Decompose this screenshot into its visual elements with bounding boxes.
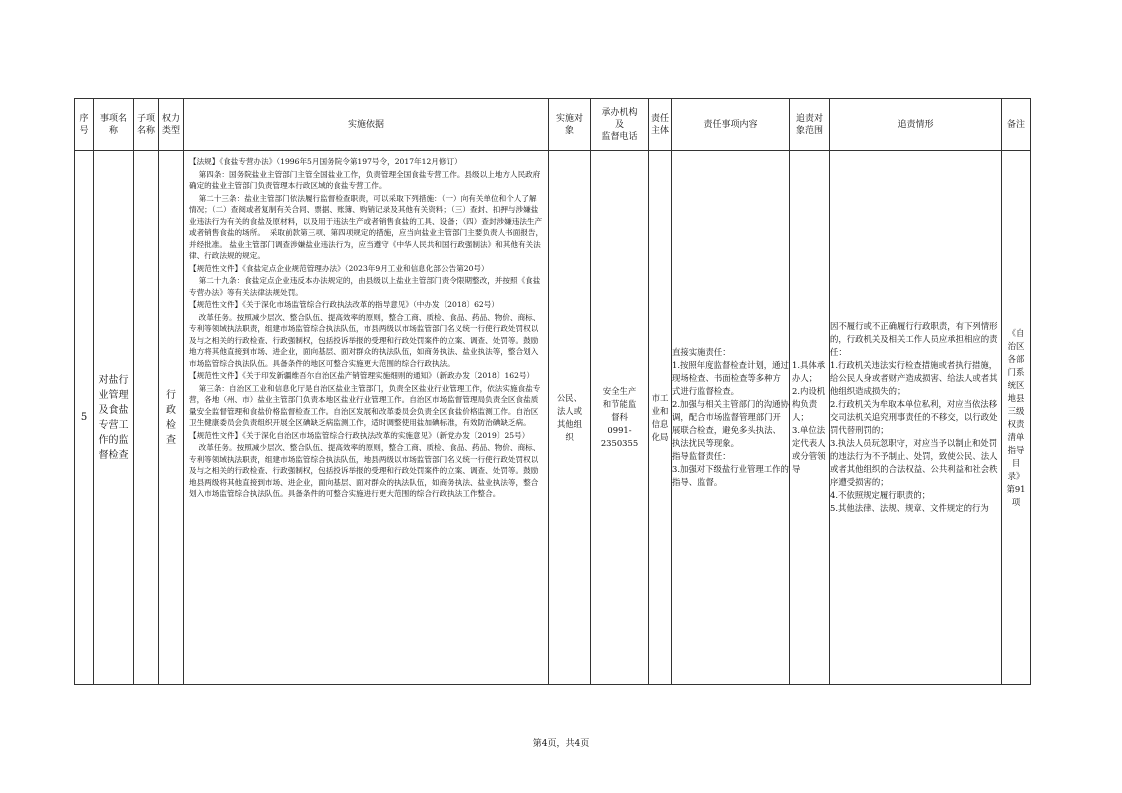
table-header-row	[75, 99, 1031, 151]
row-subject: 市工 业和 信息 化局	[649, 151, 672, 685]
duty-paragraphs	[672, 346, 789, 489]
situation-paragraph: 3.执法人员玩忽职守，对应当予以制止和处罚的违法行为不予制止、处罚，致使公民、法人或者其他组织的合法权益、公共利益和社会秩序遭受损害的；	[830, 438, 998, 487]
duty-paragraph: 指导监督责任：	[672, 451, 731, 461]
header-item-name: 事项名 称	[94, 99, 134, 151]
row-power-type: 行 政 检 查	[159, 151, 184, 685]
duty-paragraph: 直接实施责任：	[672, 347, 731, 357]
header-situation: 追责情形	[830, 99, 1002, 151]
header-target: 实施对 象	[549, 99, 591, 151]
header-subject: 责任 主体	[649, 99, 672, 151]
basis-paragraph: 第二十三条：盐业主管部门依法履行监督检查职责，可以采取下列措施：（一）向有关单位和个人了解情况；（二）查阅或者复制有关合同、票据、账簿、购销记录及其他有关资料；（三）查封、扣押与涉嫌盐业违法行为有关的食盐及原材料，以及用于违法生产或者销售食盐的工具、设备；（四）查封涉嫌违法生产或者销售食盐的场所。 采取前款第三项、第四项规定的措施，应当向盐业主管部门主要负责人书面报告，并经批准。 盐业主管部门调查涉嫌盐业违法行为，应当遵守《中华人民共和国行政强制法》和其他有关法律、行政法规的规定。	[189, 193, 544, 260]
basis-paragraph: 改革任务。按照减少层次、整合队伍、提高效率的原则，整合工商、质检、食品、药品、物价、商标、专利等领域执法职责，组建市场监管综合执法队伍，市县两级以市场监管部门名义统一行使行政处罚权以及与之相关的行政检查、行政强制权，包括投诉举报的受理和行政处罚案件的立案、调查、处罚等。鼓励地方将其他直接到市场、进企业，面向基层、面对群众的执法队伍，如商务执法、盐业执法等，整合划入市场监管综合执法队伍。具备条件的地区可整合实施更大范围的综合行政执法。	[189, 312, 541, 368]
row-item-name: 对盐行 业管理 及食盐 专营工 作的监 督检查	[94, 151, 134, 685]
duty-paragraph: 2.加强与相关主管部门的沟通协调，配合市场监督管理部门开展联合检查，避免多头执法、执法扰民等现象。	[672, 399, 789, 448]
header-no: 序 号	[75, 99, 94, 151]
page-footer: 第4页，共4页	[532, 739, 590, 749]
situation-paragraph: 4.不依照规定履行职责的；	[830, 490, 931, 500]
basis-paragraph: 第三条：自治区工业和信息化厅是自治区盐业主管部门，负责全区盐业行业管理工作，依法实施食盐专营，各地（州、市）盐业主管部门负责本地区盐业行业管理工作。自治区市场监督管理局负责全区食盐质量安全监督管理和食盐价格监督检查工作。自治区发展和改革委员会负责全区食盐价格监测工作。自治区卫生健康委员会负责组织开展全区碘缺乏病监测工作，适时调整使用盐加碘标准，有效防治碘缺乏病。	[189, 383, 541, 427]
row-no: 5	[75, 151, 94, 685]
situation-paragraphs	[830, 320, 1001, 515]
row-agency: 安全生产 和节能监 督科 0991- 2350355	[591, 151, 649, 685]
basis-paragraph: 【规范性文件】《关于深化自治区市场监管综合行政执法改革的实施意见》（新党办发〔2019〕25号）	[189, 430, 530, 440]
basis-paragraph: 【法规】《食盐专营办法》（1996年5月国务院令第197号令，2017年12月修订）	[189, 157, 462, 166]
basis-paragraph: 改革任务。按照减少层次、整合队伍、提高效率的原则，整合工商、质检、食品、药品、物价、商标、专利等领域执法职责，组建市场监管综合执法队伍，地县两级以市场监管部门名义统一行使行政处罚权以及与之相关的行政检查、行政强制权，包括投诉举报的受理和行政处罚案件的立案、调查、处罚等。鼓励地县两级将其他直接到市场、进企业，面向基层、面对群众的执法队伍，如商务执法、盐业执法等，整合划入市场监管综合执法队伍。具备条件的可整合实施进行更大范围的综合行政执法工作整合。	[189, 443, 541, 498]
row-sub-name	[134, 151, 159, 685]
row-remark: 《自治区各部门系统区地县三级权责清单指导目录》第91项	[1002, 151, 1031, 685]
header-scope: 追责对 象范围	[790, 99, 830, 151]
basis-paragraph: 【规范性文件】《关于印发新疆维吾尔自治区盐产销管理实施细则的通知》（新政办发〔2018〕162号）	[189, 371, 535, 380]
basis-paragraph: 第四条：国务院盐业主管部门主管全国盐业工作，负责管理全国食盐专营工作。县级以上地方人民政府确定的盐业主管部门负责管理本行政区域的食盐专营工作。	[189, 169, 541, 190]
scope-paragraphs	[792, 359, 827, 476]
row-target: 公民、 法人或 其他组 织	[549, 151, 591, 685]
duty-paragraph: 1.按照年度监督检查计划，通过现场检查、书面检查等多种方式进行监督检查。	[672, 360, 789, 396]
scope-paragraph: 2.内设机构负责人；	[792, 386, 826, 422]
row-duty	[672, 151, 790, 685]
situation-paragraph: 5.其他法律、法规、规章、文件规定的行为	[830, 503, 989, 513]
situation-paragraph: 1.行政机关违法实行检查措施或者执行措施，给公民人身或者财产造成损害、给法人或者其他组织造成损失的；	[830, 360, 998, 396]
table-row	[75, 151, 1031, 685]
basis-paragraph: 第二十九条：食盐定点企业违反本办法规定的，由县级以上盐业主管部门责令限期整改，并按照《食盐专营办法》等有关法律法规处罚。	[189, 276, 541, 297]
basis-paragraph: 【规范性文件】《食盐定点企业规范管理办法》（2023年9月工业和信息化部公告第20号）	[189, 263, 489, 273]
header-power-type: 权力 类型	[159, 99, 184, 151]
responsibility-table	[74, 98, 1031, 685]
header-duty: 责任事项内容	[672, 99, 790, 151]
basis-paragraph: 【规范性文件】《关于深化市场监管综合行政执法改革的指导意见》（中办发〔2018〕62号）	[189, 300, 499, 309]
header-sub-name: 子项 名称	[134, 99, 159, 151]
scope-paragraph: 3.单位法定代表人或分管领导	[792, 425, 826, 474]
row-basis	[184, 151, 549, 685]
duty-paragraph: 3.加强对下级盐行业管理工作的指导、监督。	[672, 464, 789, 487]
header-agency: 承办机构 及 监督电话	[591, 99, 649, 151]
header-remark: 备注	[1002, 99, 1031, 151]
situation-paragraph: 因不履行或不正确履行行政职责，有下列情形的，行政机关及相关工作人员应承担相应的责任：	[830, 321, 998, 357]
situation-paragraph: 2.行政机关为牟取本单位私利，对应当依法移交司法机关追究刑事责任的不移交，以行政处罚代替刑罚的；	[830, 399, 998, 435]
scope-paragraph: 1.具体承办人；	[792, 360, 826, 383]
row-scope	[790, 151, 830, 685]
basis-paragraphs	[189, 156, 544, 500]
row-situation	[830, 151, 1002, 685]
header-basis: 实施依据	[184, 99, 549, 151]
